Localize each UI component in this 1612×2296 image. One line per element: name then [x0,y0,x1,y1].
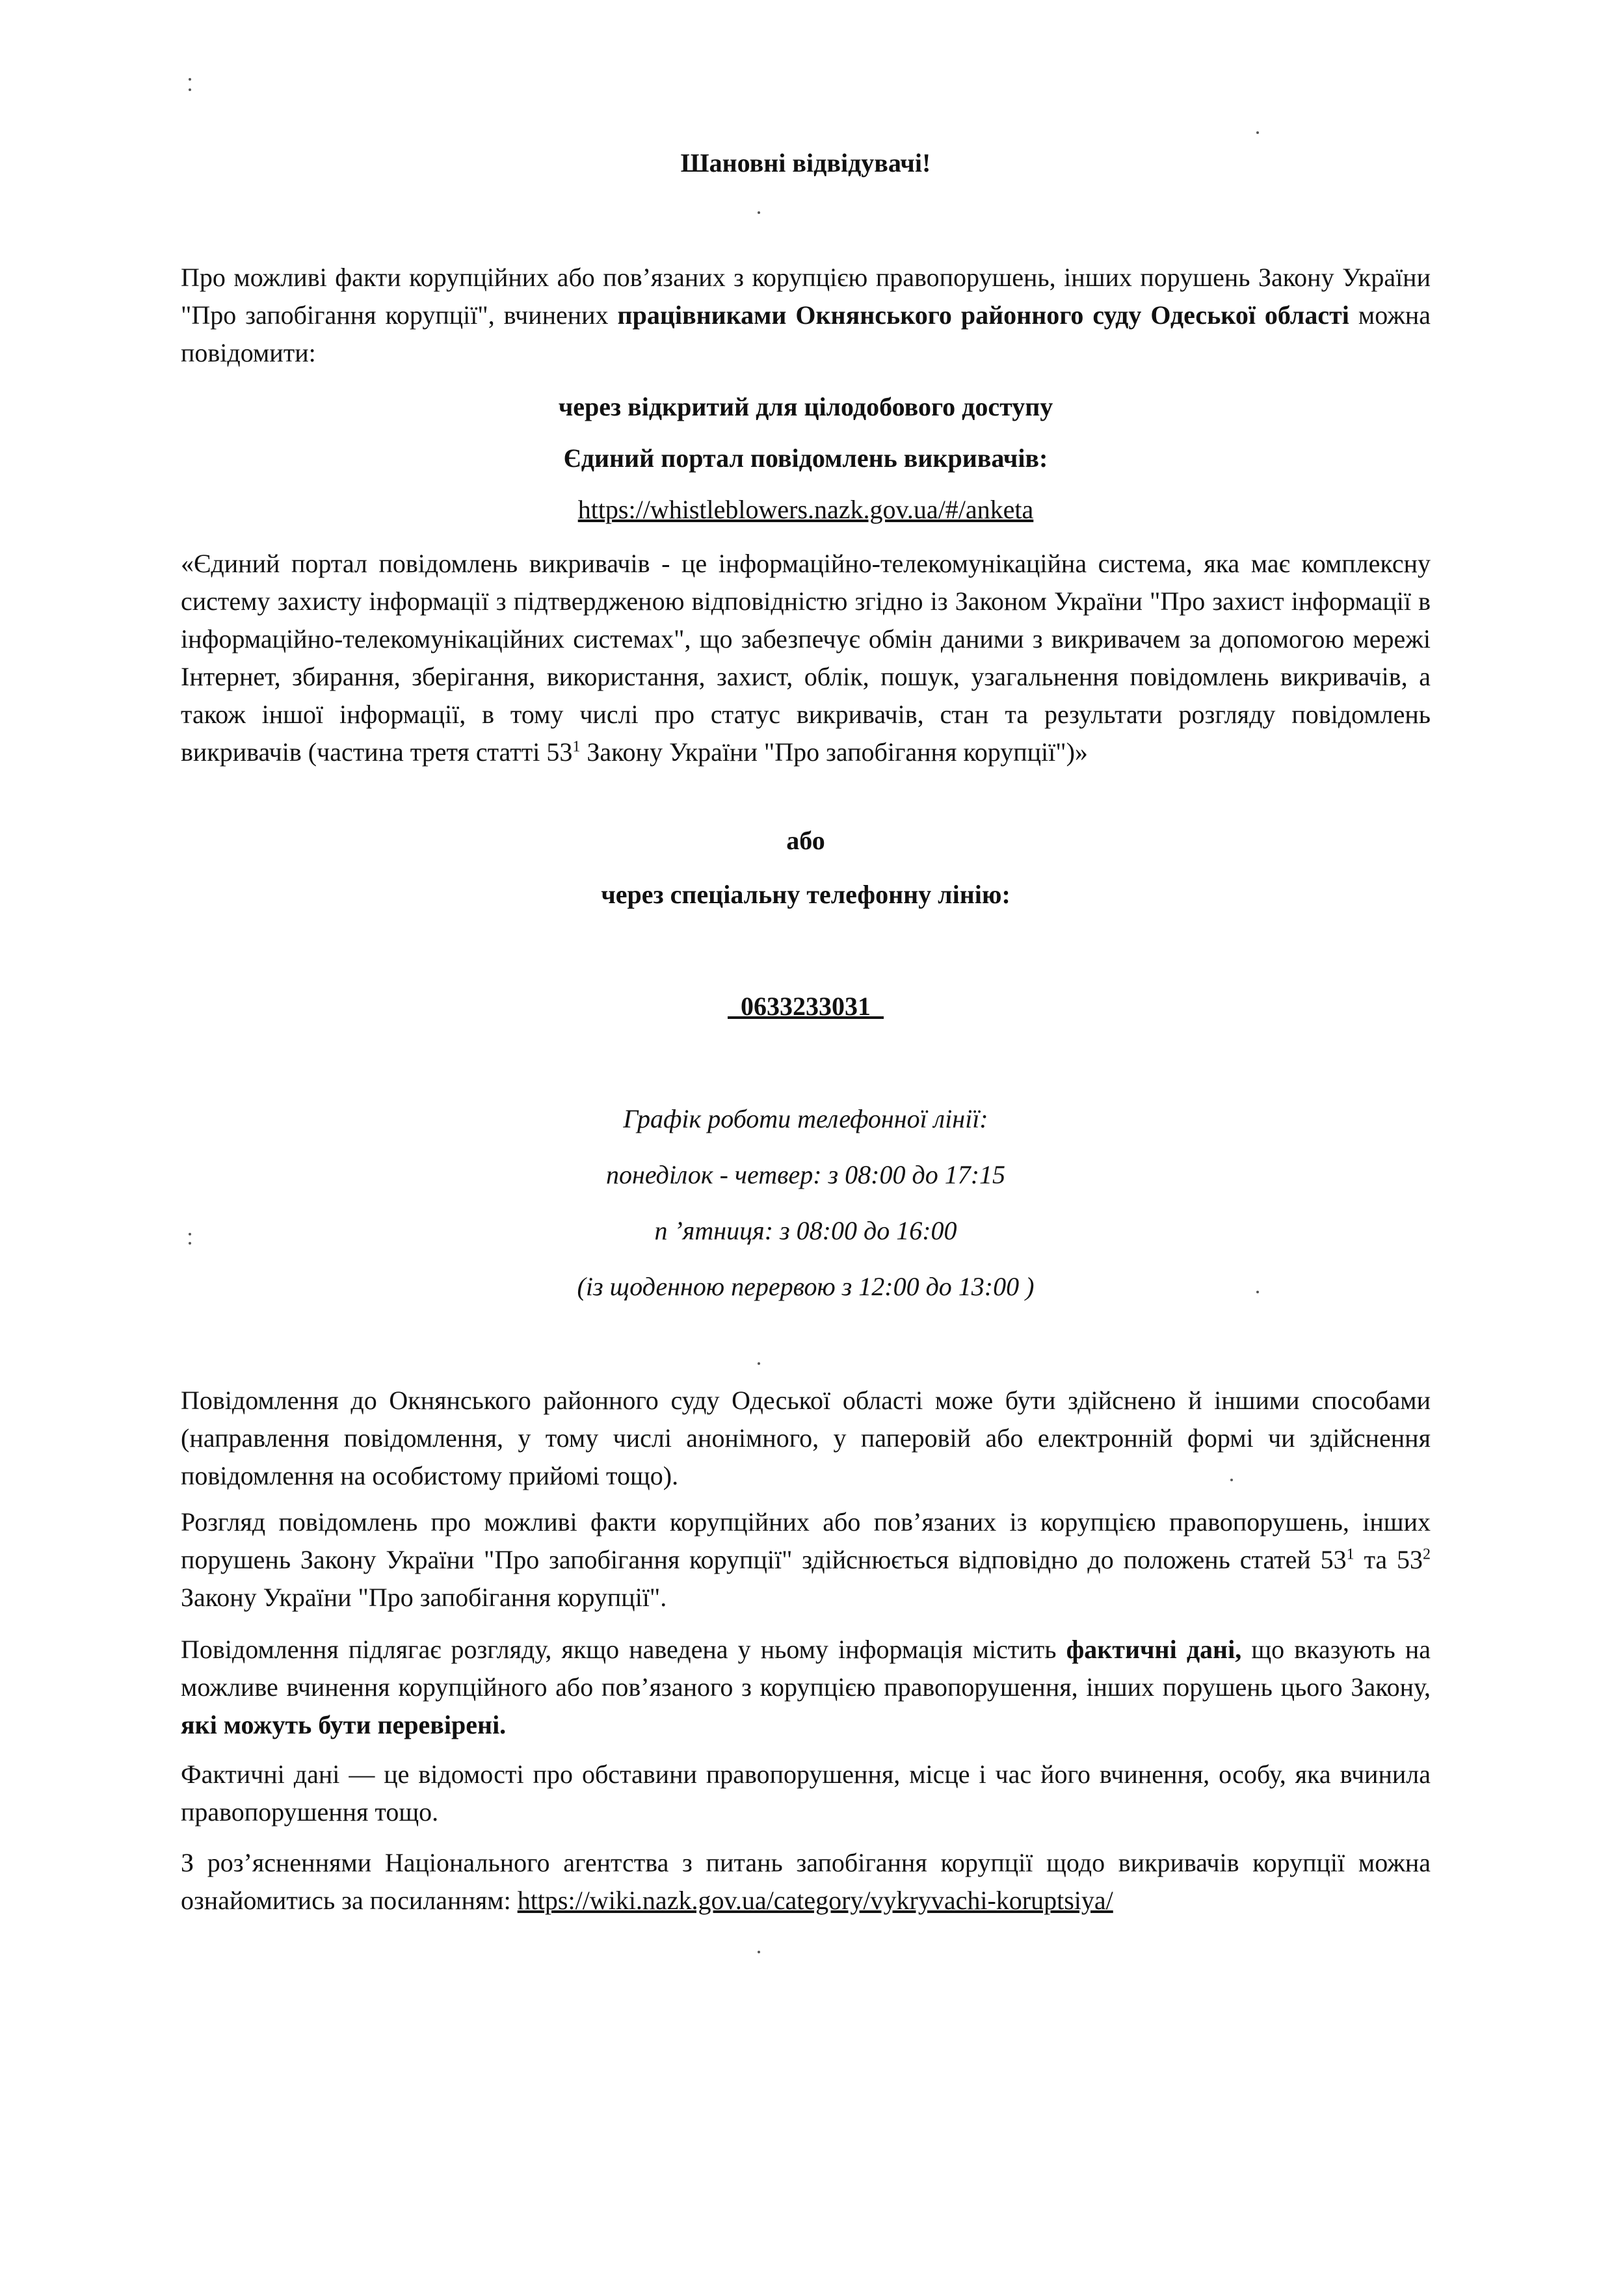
intro-text-end: можна повідомити: [181,300,1431,367]
phone-number-line [181,988,1431,1025]
clarifications-text: З роз’ясненнями Національного агентства з питань запобігання корупції щодо викривачів корупції можна ознайомитись за посиланням: [181,1848,1431,1915]
scan-speck [189,78,191,81]
schedule-heading: Графік роботи телефонної лінії: [623,1104,988,1133]
intro-text: Про можливі факти корупційних або пов’язаних з корупцією правопорушень, інших порушень Закону України "Про запобігання корупції", вчинених [181,263,1431,330]
quote-text-end: Закону України "Про запобігання корупції")» [580,737,1088,767]
schedule-break: (із щоденною перервою з 12:00 до 13:00 ) [577,1272,1035,1301]
conditions-verifiable: які можуть бути перевірені. [181,1710,507,1739]
clarifications-paragraph [181,1844,1431,1920]
quote-text: «Єдиний портал повідомлень викривачів - це інформаційно-телекомунікаційна система, яка має комплексну систему захисту інформації з підтвердженою відповідністю згідно із Законом України "Про захист інформації в інформаційно-телекомунікаційних системах", що забезпечує обмін даними з викривачем за допомогою мережі Інтернет, збирання, зберігання, використання, захист, облік, пошук, узагальнення повідомлень викривачів, а також іншої інформації, в тому числі про статус викривачів, стан та результати розгляду повідомлень викривачів (частина третя статті 53 [181,549,1431,767]
intro-paragraph [181,259,1431,372]
factual-data-definition: Фактичні дані — це відомості про обставини правопорушення, місце і час його вчинення, особу, яка вчинила правопорушення тощо. [181,1760,1431,1827]
scan-speck [1256,131,1259,134]
scan-speck [758,1951,760,1953]
phone-number[interactable]: 0633233031 [728,992,884,1021]
conditions-text: Повідомлення підлягає розгляду, якщо наведена у ньому інформація містить [181,1635,1066,1664]
review-text: Розгляд повідомлень про можливі факти корупційних або пов’язаних із корупцією правопорушень, інших порушень Закону України "Про запобігання корупції" здійснюється відповідно до положень статей 53 [181,1507,1431,1574]
schedule-mon-thu: понеділок - четвер: з 08:00 до 17:15 [605,1160,1006,1189]
scan-speck [758,1362,760,1365]
page-title: Шановні відвідувачі! [680,148,931,178]
article-superscript-2: 2 [1423,1546,1431,1563]
other-methods-paragraph: Повідомлення до Окнянського районного суду Одеської області може бути здійснено й іншими способами (направлення повідомлення, у тому числі анонімного, у паперовій або електронній формі чи здійснення повідомлення на особистому прийомі тощо). [181,1386,1431,1490]
portal-name-line: Єдиний портал повідомлень викривачів: [563,443,1048,473]
review-conditions-paragraph [181,1631,1431,1744]
review-text-end: Закону України "Про запобігання корупції". [181,1583,667,1612]
review-basis-paragraph [181,1503,1431,1616]
review-text-middle: та 53 [1354,1545,1423,1574]
portal-access-line: через відкритий для цілодобового доступу [558,392,1053,421]
article-superscript-1: 1 [1346,1546,1354,1563]
intro-court-name: працівниками Окнянського районного суду Одеської області [617,300,1349,330]
conditions-text-middle: що вказують на можливе вчинення корупційного або пов’язаного з корупцією правопорушення, інших порушень цього Закону, [181,1635,1431,1702]
wiki-link[interactable]: https://wiki.nazk.gov.ua/category/vykryvachi-koruptsiya/ [517,1886,1113,1915]
quote-article-superscript: 1 [572,738,581,756]
scan-speck [189,88,191,91]
conditions-factual-data: фактичні дані, [1066,1635,1242,1664]
schedule-friday: п ’ятниця: з 08:00 до 16:00 [654,1216,957,1245]
scan-speck [758,211,760,214]
or-separator: або [786,826,825,855]
portal-link[interactable]: https://whistleblowers.nazk.gov.ua/#/anketa [577,495,1034,524]
phone-line-label: через спеціальну телефонну лінію: [601,880,1011,909]
portal-link-line [181,491,1431,529]
portal-quote-paragraph [181,545,1431,771]
